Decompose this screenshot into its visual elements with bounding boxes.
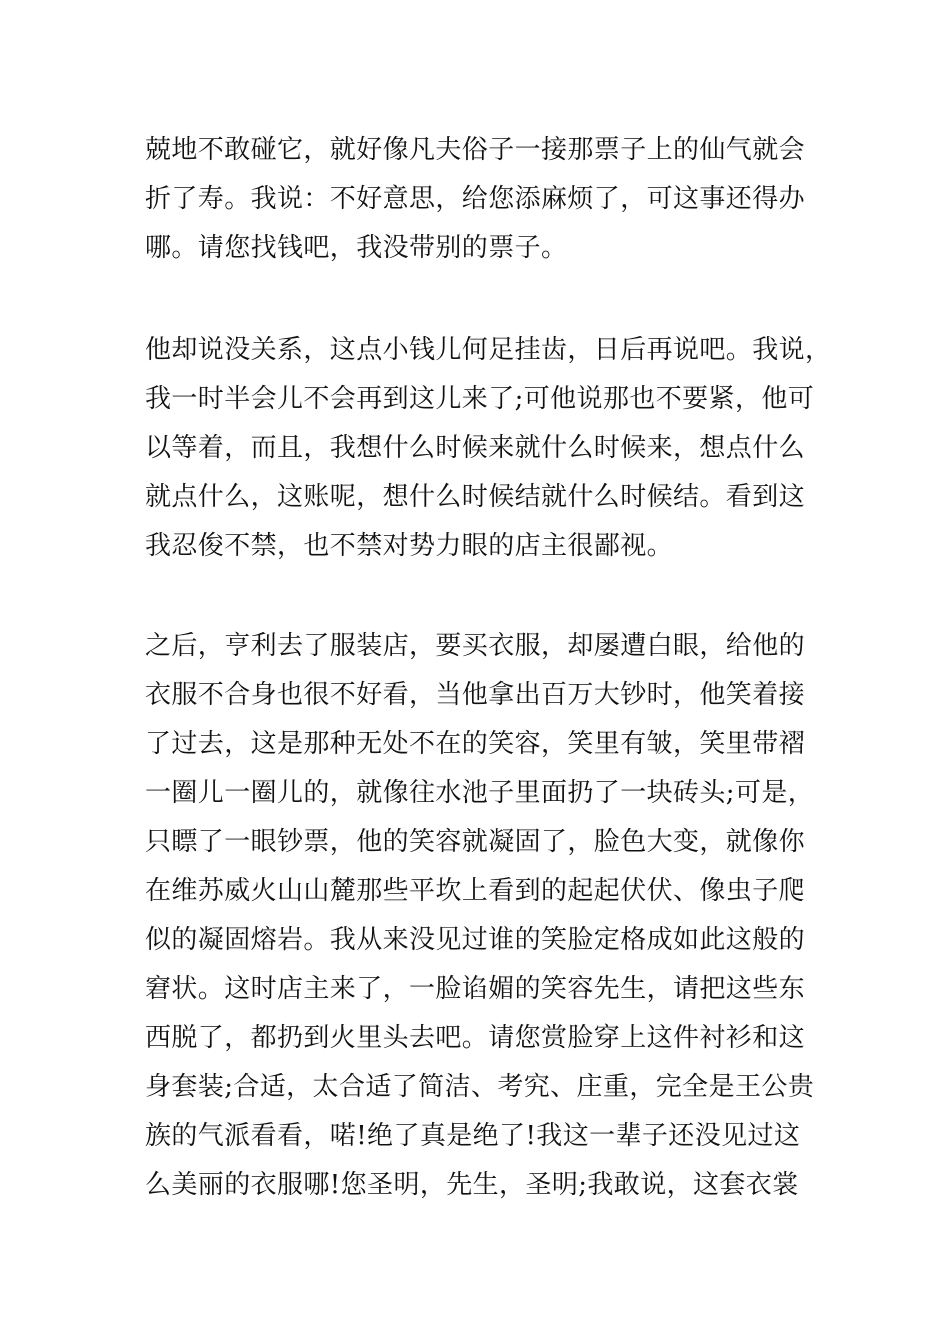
text-line: 哪。请您找钱吧，我没带别的票子。 xyxy=(145,233,568,263)
paragraph-2 xyxy=(145,326,845,571)
text-line: 衣服不合身也很不好看，当他拿出百万大钞时，他笑着接 xyxy=(145,680,806,710)
text-line: 只瞟了一眼钞票，他的笑容就凝固了，脸色大变，就像你 xyxy=(145,827,806,857)
paragraph-1 xyxy=(145,126,845,273)
text-line: 在维苏威火山山麓那些平坎上看到的起起伏伏、像虫子爬 xyxy=(145,876,806,906)
text-line: 我忍俊不禁，也不禁对势力眼的店主很鄙视。 xyxy=(145,531,674,561)
text-line: 他却说没关系，这点小钱儿何足挂齿，日后再说吧。我说， xyxy=(145,335,832,365)
text-line: 就点什么，这账呢，想什么时候结就什么时候结。看到这 xyxy=(145,482,806,512)
text-line: 窘状。这时店主来了，一脸谄媚的笑容先生，请把这些东 xyxy=(145,974,806,1004)
text-line: 一圈儿一圈儿的，就像往水池子里面扔了一块砖头;可是， xyxy=(145,778,815,808)
text-line: 么美丽的衣服哪!您圣明，先生，圣明;我敢说，这套衣裳 xyxy=(145,1170,799,1200)
text-line: 折了寿。我说：不好意思，给您添麻烦了，可这事还得办 xyxy=(145,184,806,214)
text-line: 族的气派看看，喏!绝了真是绝了!我这一辈子还没见过这 xyxy=(145,1121,801,1151)
text-line: 我一时半会儿不会再到这儿来了;可他说那也不要紧，他可 xyxy=(145,384,815,414)
text-line: 身套装;合适，太合适了简洁、考究、庄重，完全是王公贵 xyxy=(145,1072,815,1102)
paragraph-3 xyxy=(145,622,845,1210)
text-line: 西脱了，都扔到火里头去吧。请您赏脸穿上这件衬衫和这 xyxy=(145,1023,806,1053)
text-line: 似的凝固熔岩。我从来没见过谁的笑脸定格成如此这般的 xyxy=(145,925,806,955)
text-line: 兢地不敢碰它，就好像凡夫俗子一接那票子上的仙气就会 xyxy=(145,135,806,165)
text-line: 以等着，而且，我想什么时候来就什么时候来，想点什么 xyxy=(145,433,806,463)
text-line: 了过去，这是那种无处不在的笑容，笑里有皱，笑里带褶 xyxy=(145,729,806,759)
text-line: 之后，亨利去了服装店，要买衣服，却屡遭白眼，给他的 xyxy=(145,631,806,661)
